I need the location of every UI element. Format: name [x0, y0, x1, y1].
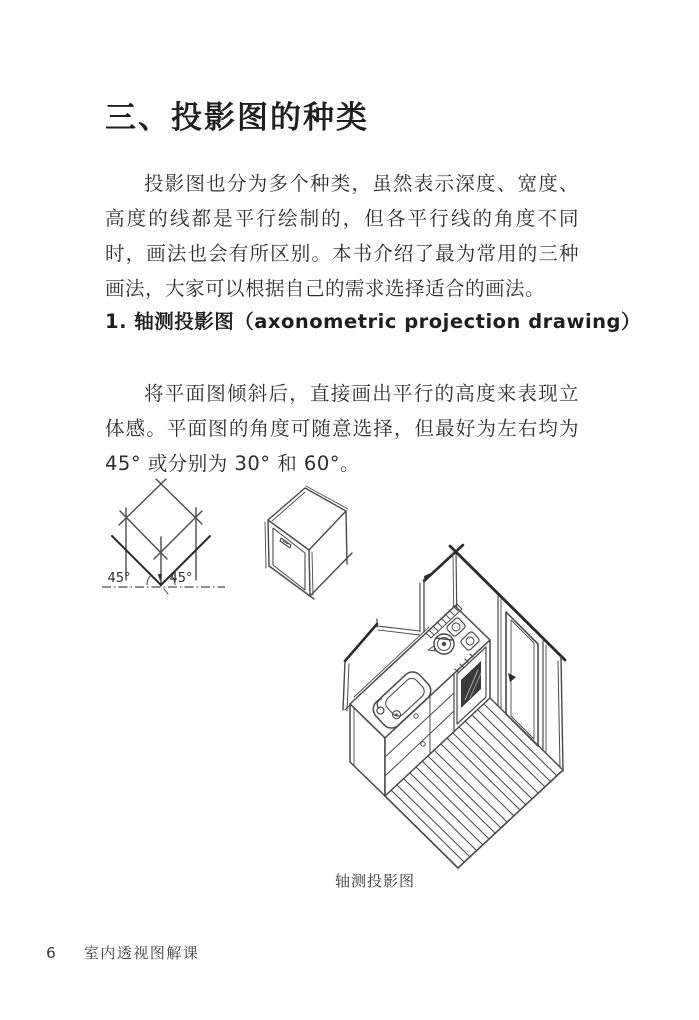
kitchen-axonometric-diagram: [330, 540, 650, 885]
angle-label-left: 45°: [107, 571, 131, 586]
figure-caption: 轴测投影图: [335, 872, 416, 890]
kitchen-diagram-svg: [330, 540, 650, 885]
intro-paragraph: 投影图也分为多个种类，虽然表示深度、宽度、高度的线都是平行绘制的，但各平行线的角度不同时，画法也会有所区别。本书介绍了最为常用的三种画法，大家可以根据自己的需求选择适合的画法。: [105, 172, 579, 300]
page-footer: [46, 942, 199, 963]
book-title: 室内透视图解课: [83, 944, 200, 962]
section-heading: 1. 轴测投影图（axonometric projection drawing）: [105, 310, 641, 333]
cube-axonometric-diagram: [88, 478, 238, 606]
page-number: 6: [46, 944, 56, 962]
section-paragraph: 将平面图倾斜后，直接画出平行的高度来表现立体感。平面图的角度可随意选择，但最好为左右均为 45° 或分别为 30° 和 60°。: [105, 382, 579, 475]
cube-diagram-svg: [88, 478, 238, 606]
page-title: 三、投影图的种类: [105, 100, 369, 136]
angle-label-right: 45°: [169, 571, 193, 586]
